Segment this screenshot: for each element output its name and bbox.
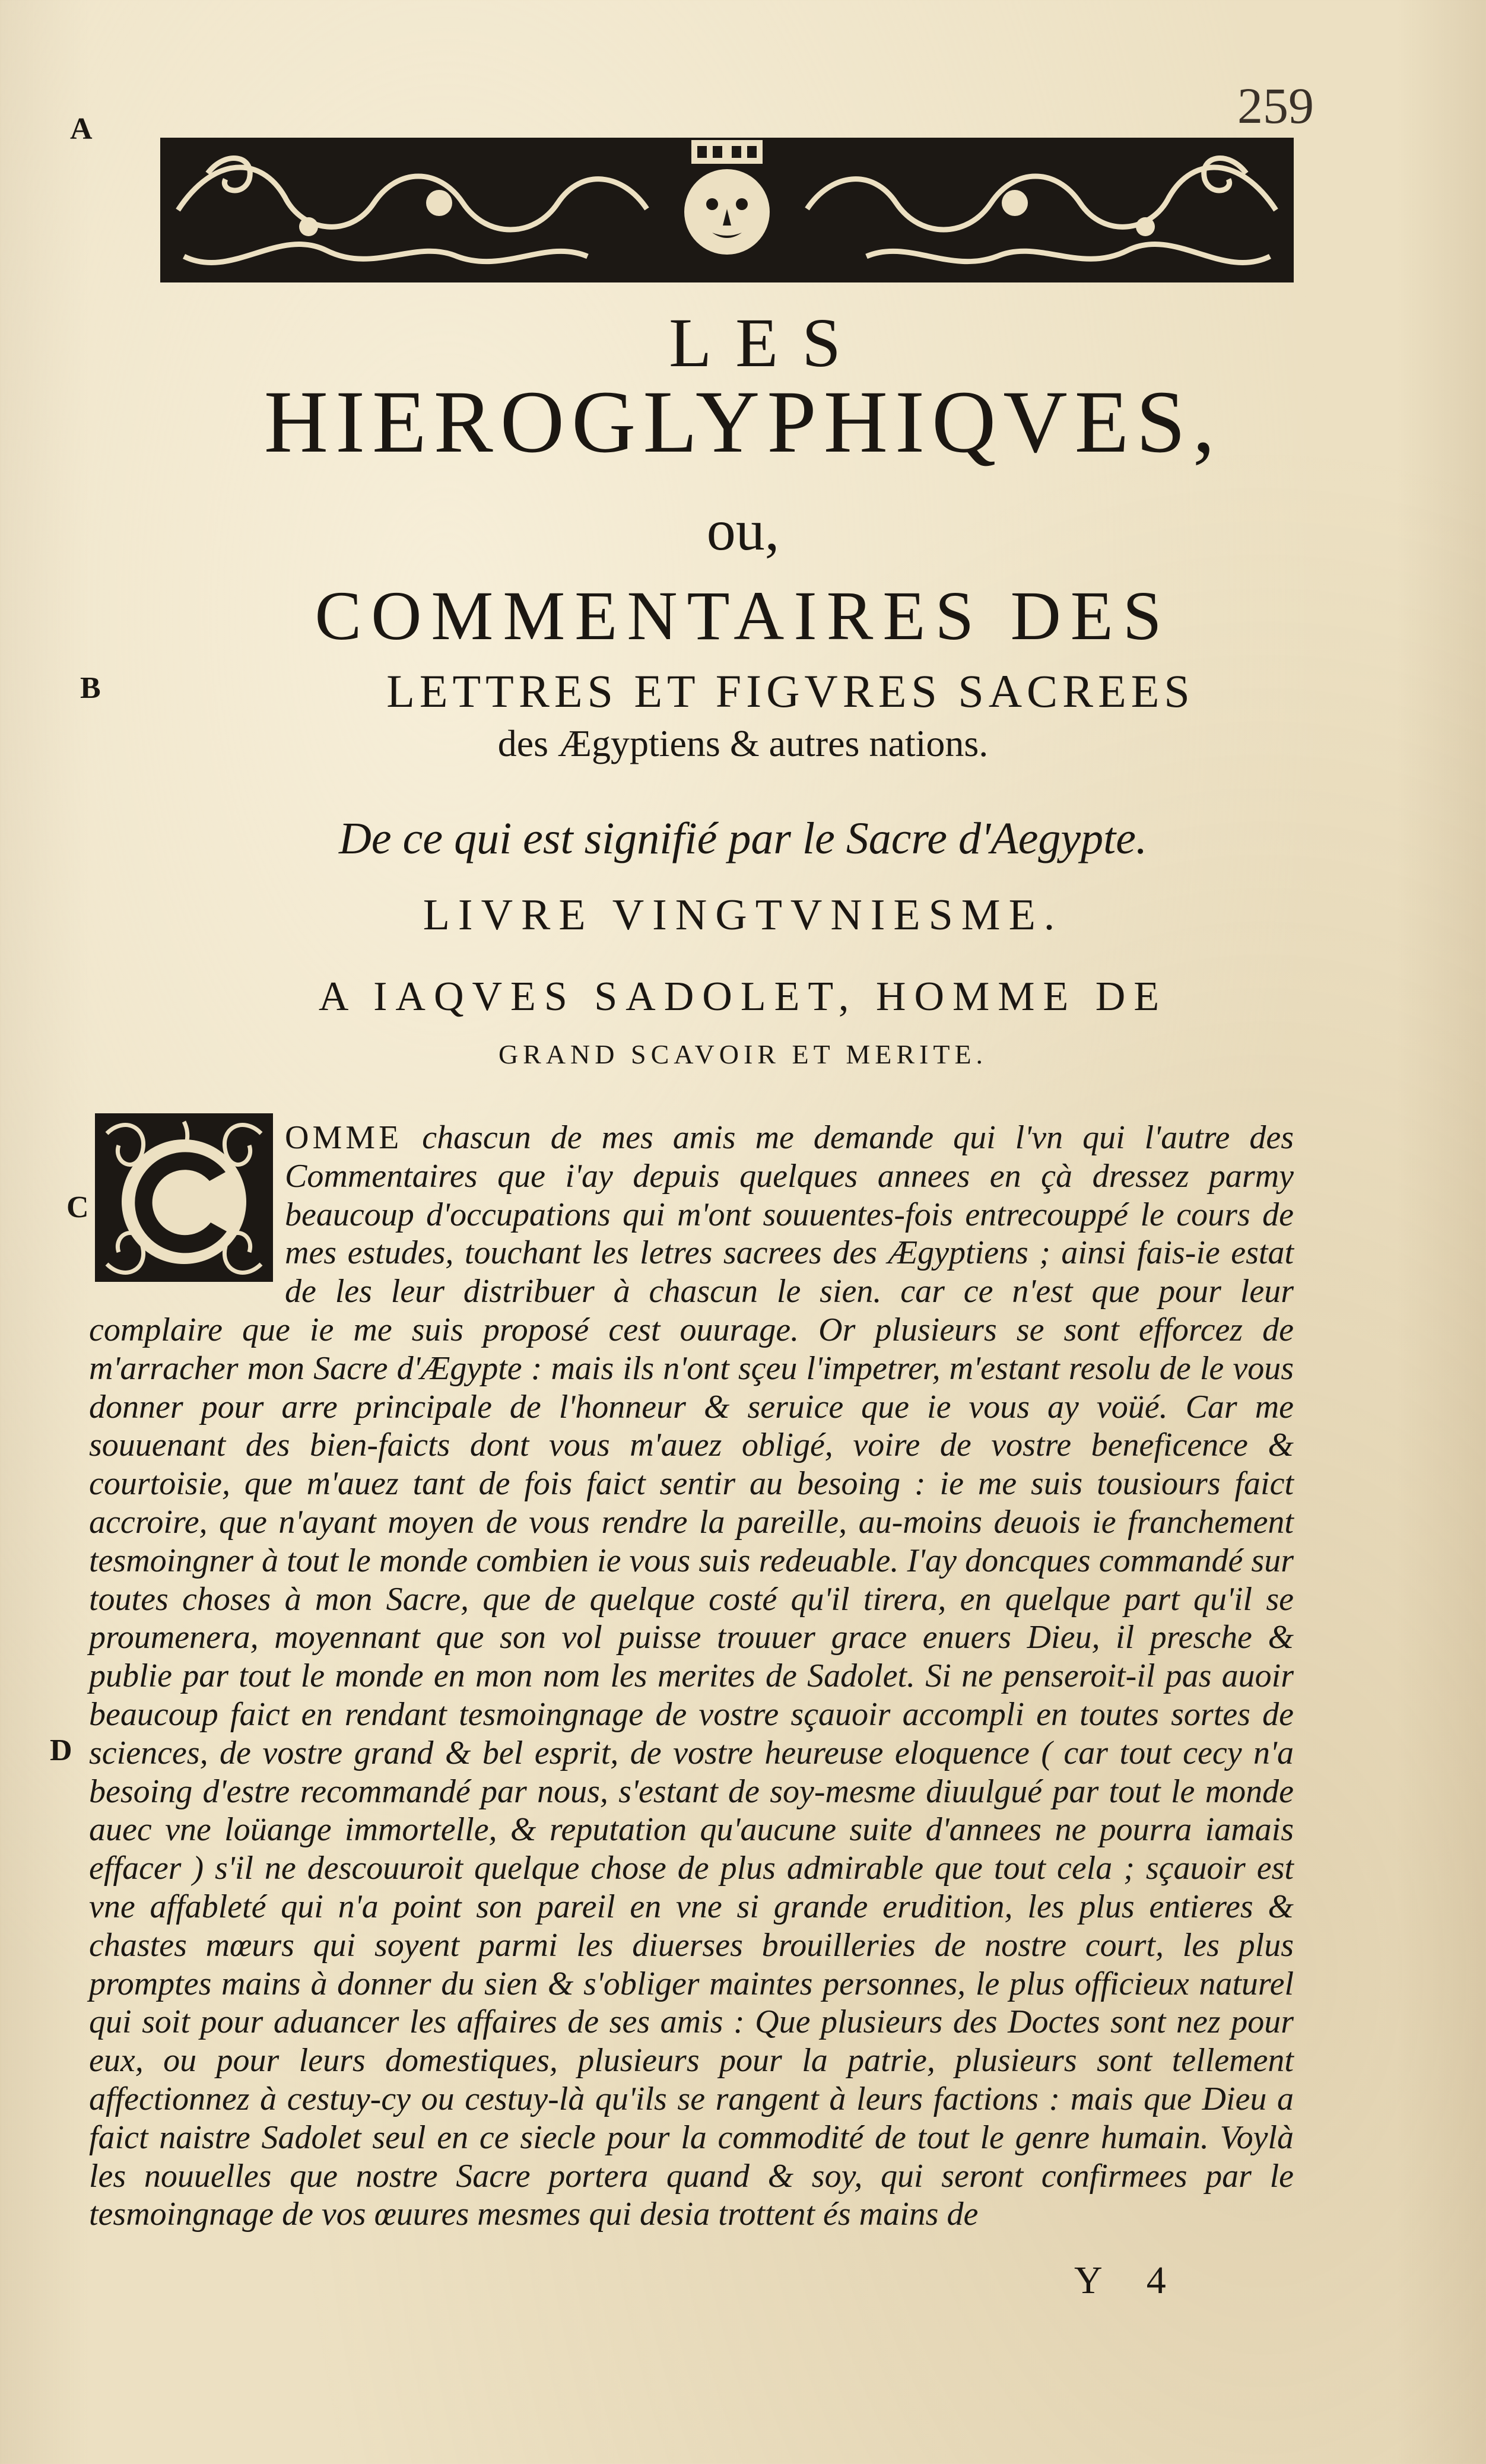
title-lettres: LETTRES ET FIGVRES SACREES: [386, 665, 1195, 717]
body-text: chascun de mes amis me demande qui l'vn qui l'autre des Commentaires que i'ay depuis quelques annees en çà dressez parmy beaucoup d'occupations qui m'ont souuentes-fois entrecouppé le cours de mes estudes, touchant les letres sacrees des Ægyptiens ; ainsi fais-ie estat de les leur distribuer à chascun le sien. car ce n'est que pour leur complaire que ie me suis proposé cest ouurage. Or plusieurs se sont efforcez de m'arracher mon Sacre d'Ægypte : mais ils n'ont sçeu l'impetrer, m'estant resolu de le vous donner pour arre principale de l'honneur & seruice que ie vous ay voüé. Car me souuenant des bien-faicts dont vous m'auez obligé, voire de vostre beneficence & courtoisie, que m'auez tant de fois faict sentir au besoing : ie me suis tousiours faict accroire, que n'ayant moyen de vous rendre la pareille, au-moins deuois ie franchement tesmoingner à tout le monde combien ie vous suis redeuable. I'ay doncques commandé sur toutes choses à mon Sacre, que de quelque costé qu'il tirera, en quelque part qu'il se proumenera, moyennant que son vol puisse trouuer grace enuers Dieu, il presche & publie par tout le monde en mon nom les merites de Sadolet. Si ne penseroit-il pas auoir beaucoup faict en rendant tesmoingnage de vostre sçauoir accompli en toutes sortes de sciences, de vostre grand & bel esprit, de vostre heureuse eloquence ( car tout cecy n'a besoing d'estre recommandé par nous, s'estant de soy-mesme diuulgué par tout le monde auec vne loüange immortelle, & reputation qu'aucune suite d'annees ne pourra iamais effacer ) s'il ne descouuroit quelque chose de plus admirable que tout cela ; sçauoir est vne affableté qui n'a point son pareil en vne si grande erudition, les plus entieres & chastes mœurs qui soyent parmi les diuerses brouilleries de nostre court, les plus promptes mains à donner du sien & s'obliger maintes personnes, le plus officieux naturel qui soit pour aduancer les affaires de ses amis : Que plusieurs des Doctes sont nez pour eux, ou pour leurs domestiques, plusieurs pour la patrie, plusieurs sont tellement affectionnez à cestuy-cy ou cestuy-là qu'ils se rangent à leurs factions : mais que Dieu a faict naistre Sadolet seul en ce siecle pour la commodité de tout le genre humain. Voylà les nouuelles que nostre Sacre portera quand & soy, qui seront confirmees par le tesmoingnage de vos œuures mesmes qui desia trottent és mains de: [89, 1119, 1294, 2233]
title-des: des Ægyptiens & autres nations.: [497, 722, 989, 764]
initial-spacer: [89, 1119, 285, 1288]
book-title: LIVRE VINGTVNIESME.: [423, 891, 1063, 939]
dedication-line-1: A IAQVES SADOLET, HOMME DE: [318, 974, 1168, 1020]
dedication-line-2: GRAND SCAVOIR ET MERITE.: [498, 1039, 988, 1069]
margin-letter-c: C: [66, 1190, 89, 1224]
body-opening-word: OMME: [285, 1119, 403, 1156]
margin-letter-d: D: [50, 1733, 72, 1767]
title-les: LES: [669, 304, 865, 382]
signature-mark: Y 4: [1074, 2259, 1184, 2302]
title-ou: ou,: [706, 498, 780, 563]
subtitle: De ce qui est signifié par le Sacre d'Aegypte.: [338, 814, 1148, 863]
arabesque-headpiece-icon: [160, 138, 1294, 282]
body-paragraph: [89, 1119, 1294, 2234]
page-number: 259: [1237, 77, 1314, 134]
title-main: HIEROGLYPHIQVES,: [263, 373, 1223, 471]
margin-letter-a: A: [70, 112, 93, 146]
margin-letter-b: B: [80, 671, 101, 705]
title-commentaires: COMMENTAIRES DES: [315, 577, 1171, 655]
